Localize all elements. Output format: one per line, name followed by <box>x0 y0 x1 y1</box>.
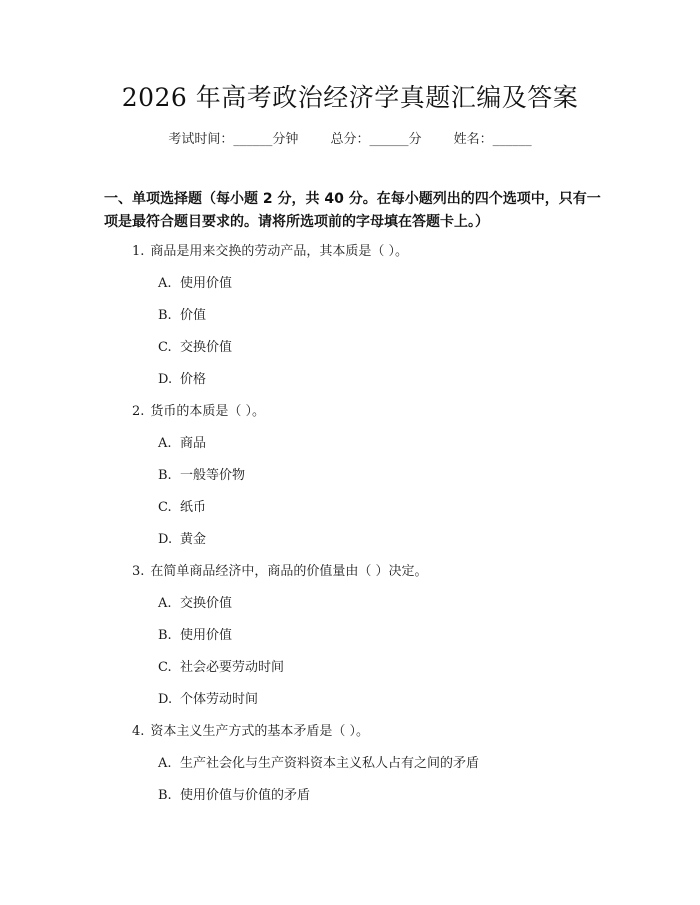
answer-option <box>0 496 700 528</box>
answer-option <box>0 304 700 336</box>
option-text: 价值 <box>180 308 207 323</box>
answer-option <box>0 752 700 784</box>
option-letter: B. <box>158 788 172 803</box>
question-text: 在简单商品经济中，商品的价值量由（ ）决定。 <box>150 564 428 579</box>
page-title: 2026 年高考政治经济学真题汇编及答案 <box>121 83 579 112</box>
option-letter: A. <box>158 596 172 611</box>
total-score-field: 总分：______分 <box>330 132 422 147</box>
option-text: 价格 <box>180 372 207 387</box>
option-letter: A. <box>158 756 172 771</box>
question-item <box>0 720 700 816</box>
answer-option <box>0 784 700 816</box>
question-list <box>0 240 700 816</box>
option-letter: C. <box>158 500 172 515</box>
option-text: 黄金 <box>180 532 207 547</box>
option-text: 商品 <box>180 436 207 451</box>
question-number: 1. <box>132 244 145 259</box>
option-text: 社会必要劳动时间 <box>180 660 285 675</box>
question-item <box>0 240 700 400</box>
answer-option <box>0 656 700 688</box>
question-text: 资本主义生产方式的基本矛盾是（ ）。 <box>150 724 370 739</box>
option-text: 生产社会化与生产资料资本主义私人占有之间的矛盾 <box>180 756 480 771</box>
answer-option <box>0 592 700 624</box>
option-text: 使用价值 <box>180 628 233 643</box>
answer-option <box>0 624 700 656</box>
question-text: 商品是用来交换的劳动产品，其本质是（ ）。 <box>150 244 409 259</box>
option-letter: B. <box>158 628 172 643</box>
option-letter: D. <box>158 372 173 387</box>
question-stem <box>0 720 700 752</box>
option-text: 个体劳动时间 <box>180 692 259 707</box>
answer-option <box>0 432 700 464</box>
option-letter: C. <box>158 660 172 675</box>
question-item <box>0 400 700 560</box>
exam-meta <box>0 130 700 150</box>
option-letter: B. <box>158 308 172 323</box>
answer-option <box>0 464 700 496</box>
question-number: 2. <box>132 404 145 419</box>
option-letter: A. <box>158 276 172 291</box>
section-heading: 一、单项选择题（每小题 2 分，共 40 分。在每小题列出的四个选项中，只有一项是最符合题目要求的。请将所选项前的字母填在答题卡上。） <box>104 191 601 230</box>
question-number: 4. <box>132 724 145 739</box>
answer-option <box>0 272 700 304</box>
option-letter: C. <box>158 340 172 355</box>
option-text: 使用价值 <box>180 276 233 291</box>
question-stem <box>0 240 700 272</box>
option-text: 一般等价物 <box>180 468 246 483</box>
question-stem <box>0 400 700 432</box>
option-text: 使用价值与价值的矛盾 <box>180 788 311 803</box>
answer-option <box>0 528 700 560</box>
option-text: 交换价值 <box>180 340 233 355</box>
option-text: 纸币 <box>180 500 207 515</box>
question-number: 3. <box>132 564 145 579</box>
answer-option <box>0 368 700 400</box>
option-letter: B. <box>158 468 172 483</box>
answer-option <box>0 688 700 720</box>
option-letter: D. <box>158 532 173 547</box>
option-letter: D. <box>158 692 173 707</box>
question-text: 货币的本质是（ ）。 <box>150 404 266 419</box>
option-letter: A. <box>158 436 172 451</box>
name-field: 姓名：______ <box>453 132 532 147</box>
exam-time-field: 考试时间：______分钟 <box>168 132 299 147</box>
answer-option <box>0 336 700 368</box>
option-text: 交换价值 <box>180 596 233 611</box>
question-stem <box>0 560 700 592</box>
question-item <box>0 560 700 720</box>
